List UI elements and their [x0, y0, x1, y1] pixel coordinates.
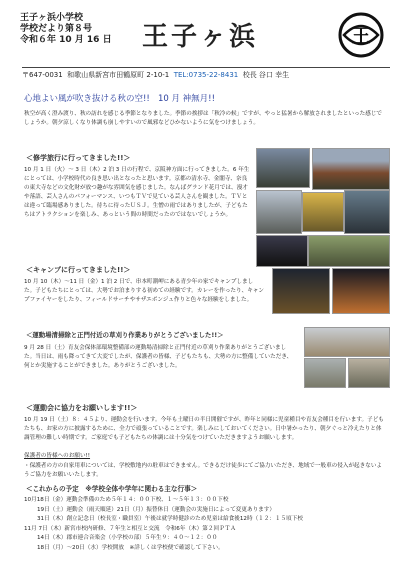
page-title: 王子ヶ浜	[142, 22, 259, 52]
school-name-block	[20, 13, 112, 46]
trip-photo-2	[256, 190, 302, 234]
schedule-row: 31日（木）創立記念日（校長室・職員室）午後は就学時健診のため児童は給食後12時（１２：１５頃下校	[24, 516, 303, 522]
schedule-row: 10月18日（金）運動会準備のため５年１４：００下校、１～５年１３：００下校	[24, 497, 229, 503]
intro-paragraph: 秋空が高く澄み渡り、秋の訪れを感じる季節となりました。季節の挨拶は「秋冷の候」ですが、やっと猛暑から解放されましたといった感じでしょうか。朝夕涼しくなり体調も崩しやすいので風邪などひかないように気をつけましょう。	[24, 111, 383, 126]
schedule-row: 14日（木）郡市連合音楽会（小学校の部）５年生９：４０～１２：００	[24, 535, 218, 541]
school-emblem-icon	[338, 12, 384, 58]
trip-photo-4	[256, 235, 308, 267]
address-line	[22, 70, 289, 80]
cleanup-photo-3	[348, 358, 390, 388]
parent-note-title: 保護者の皆様へのお願い!!	[24, 453, 91, 459]
trip-heading: ＜修学旅行に行ってきました!!＞	[26, 154, 131, 162]
camp-photo-2	[332, 268, 390, 314]
headline-month: 10 月 神無月!!	[157, 94, 215, 104]
schedule-heading: ＜これからの予定 ※学校全体や学年に関わる主な行事＞	[26, 485, 198, 493]
principal-name: 校長 谷口 幸生	[242, 71, 290, 79]
schedule-row: 19日（土）運動会（雨天順延）21日（月）振替休日（運動会の実施日によって変更あります）	[24, 506, 275, 513]
emblem-char: 王	[351, 25, 371, 47]
header-divider	[22, 67, 390, 68]
trip-photo-3	[344, 190, 390, 234]
street-address: 和歌山県新宮市田鶴原町 2-10-1	[67, 71, 170, 79]
school-name: 王子ヶ浜小学校	[20, 13, 84, 23]
trip-photo-5	[308, 235, 390, 267]
cleanup-photo-1	[304, 327, 390, 357]
trip-photo-kinkakuji	[302, 192, 344, 232]
issue-date: 令和６年 10 月 16 日	[20, 35, 112, 45]
trip-photo-1	[256, 148, 310, 188]
camp-body: 10 月 10（木）～11 日（金）1 泊 2 日で、串本町潮岬にある青少年の家でキャンプしました。子どもたちにとっては、大勢でお泊まりする初めての経験です。カレーを作ったり、キャンプファイヤーをしたり、フィールドサーチやサザエボンジュ作りと色々な経験をしました。	[24, 279, 264, 303]
postal-code: 〒647-0031	[22, 71, 63, 79]
headline-text: 心地よい風が吹き抜ける秋の空!!	[24, 94, 150, 104]
camp-photo-1	[272, 268, 330, 314]
newsletter-number: 学校だより第８号	[20, 24, 93, 34]
headline	[24, 92, 215, 104]
trip-body: 10 月 1 日（火）～ 3 日（木）2 泊 3 日の行程で、京阪神方面に行ってきました。6 年生にとっては、小学校時代の良き思い出となったと思います。京都の清水寺、金閣寺、奈良の東大寺などの文化財が放つ趣がな雰囲気を感じました。なんばグランド花月では、漫才や落語、芸人さんのパフォーマンス、いつもＴＶで見ている芸人さんを観ました。ＴＶとは違って臨場感ありました。待ちに待ったＵＳＪ。生憎の雨ではありましたが、子どもたちはアトラクションを楽しみ、あっという間の時間だったのではないでしょうか。	[24, 167, 250, 218]
sports-body: 10 月 19 日（土）８：４５より、運動会を行います。今年も土曜日の半日開催ですが、昨年と同様に児童種目や育友会種目を行います。子どもたちも、お家の方に披露するために、全力で頑張っていることです。楽しみにしておいてください。日中暑かったり、朝夕ぐっと冷えたりと体調管理の難しい時期です。ご家庭でも子どもたちの体調には十分気をつけていただきますようお願いします。	[24, 417, 384, 441]
phone-number[interactable]: TEL:0735-22-8431	[173, 71, 239, 79]
cleanup-photo-2	[304, 358, 346, 388]
camp-heading: ＜キャンプに行ってきました!!＞	[26, 266, 131, 274]
parent-note-body: ・保護者の方の自家用車については、学校敷地内の駐車はできません。できるだけ徒歩にてご協力いただき、地域で一般車の侵入が起きないようご協力をお願いいたします。	[24, 463, 383, 478]
schedule-row: 18日（月）～20日（水）学校開放 ※詳しくは学校便で確認して下さい。	[24, 544, 224, 551]
cleanup-body: 9 月 28 日（土）育友会保体部環境整備部の運動場清掃除と正門付近の草刈り作業ありがとうございました。当日は、雨も降ってきて大変でしたが、保護者の皆様、子どもたちも、大勢の方に整備していただき、何とか実施することができました。ありがとうございました。	[24, 345, 293, 369]
schedule-list	[24, 496, 386, 553]
trip-photo-temple	[312, 148, 390, 190]
schedule-row: 11月 7日（木）新宮市校内研修、７年生と相互と交流 令和6年（木）第２回ＰＴＡ	[24, 525, 236, 532]
sports-heading: ＜運動会に協力をお願いします!!＞	[26, 404, 138, 412]
cleanup-heading: ＜運動場清掃除と正門付近の草刈り作業ありがとうございました!!＞	[26, 331, 224, 339]
